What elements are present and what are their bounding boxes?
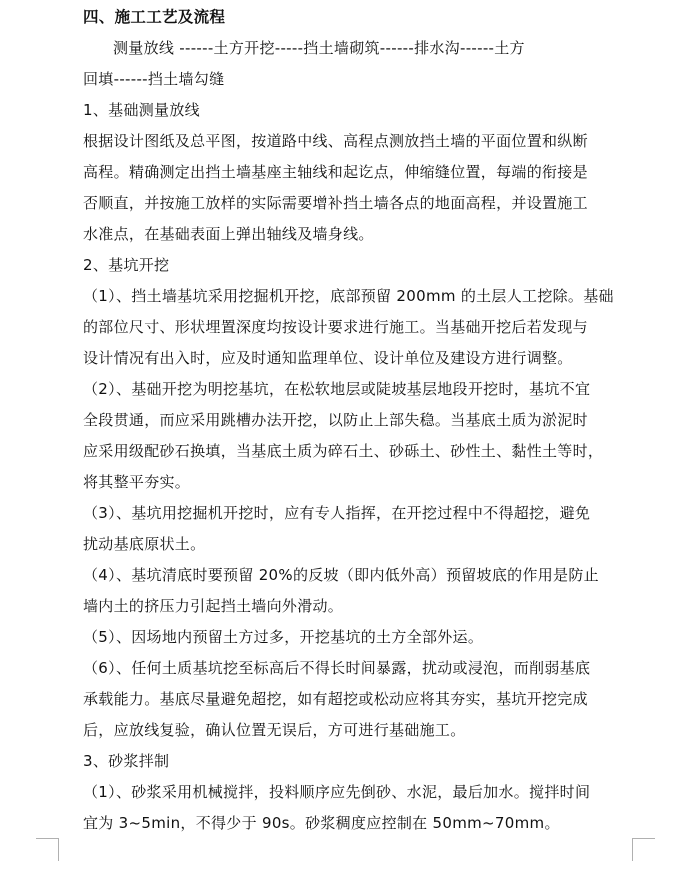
subsection-title: 1、基础测量放线 [83, 101, 200, 119]
paragraph-line: 的部位尺寸、形状埋置深度均按设计要求进行施工。当基础开挖后若发现与 [83, 318, 588, 336]
paragraph-line: （2）、基础开挖为明挖基坑，在松软地层或陡坡基层地段开挖时，基坑不宜 [83, 380, 591, 398]
paragraph-line: 根据设计图纸及总平图，按道路中线、高程点测放挡土墙的平面位置和纵断 [83, 132, 588, 150]
paragraph-line: 全段贯通，而应采用跳槽办法开挖，以防止上部失稳。当基底土质为淤泥时 [83, 411, 588, 429]
page-corner-mark-left [36, 838, 59, 861]
paragraph-line: 否顺直，并按施工放样的实际需要增补挡土墙各点的地面高程，并设置施工 [83, 194, 588, 212]
subsection-title: 2、基坑开挖 [83, 256, 170, 274]
paragraph-line: 水准点，在基础表面上弹出轴线及墙身线。 [83, 225, 374, 243]
paragraph-line: （6）、任何土质基坑挖至标高后不得长时间暴露，扰动或浸泡，而削弱基底 [83, 659, 591, 677]
page-corner-mark-right [632, 838, 655, 861]
paragraph-line: 后，应放线复验，确认位置无误后，方可进行基础施工。 [83, 721, 466, 739]
paragraph-line: （4）、基坑清底时要预留 20%的反坡（即内低外高）预留坡底的作用是防止 [83, 566, 599, 584]
paragraph-line: 承载能力。基底尽量避免超挖，如有超挖或松动应将其夯实，基坑开挖完成 [83, 690, 588, 708]
document-body [83, 2, 643, 839]
process-flow-line: 回填------挡土墙勾缝 [83, 70, 225, 88]
paragraph-line: （3）、基坑用挖掘机开挖时，应有专人指挥，在开挖过程中不得超挖，避免 [83, 504, 591, 522]
process-flow-line: 测量放线 ------土方开挖-----挡土墙砌筑------排水沟------土方 [113, 39, 525, 57]
paragraph-line: （1）、挡土墙基坑采用挖掘机开挖，底部预留 200mm 的土层人工挖除。基础 [83, 287, 614, 305]
paragraph-line: 将其整平夯实。 [83, 473, 191, 491]
paragraph-line: 高程。精确测定出挡土墙基座主轴线和起讫点，伸缩缝位置，每端的衔接是 [83, 163, 588, 181]
paragraph-line: 扰动基底原状土。 [83, 535, 206, 553]
paragraph-line: 宜为 3~5min，不得少于 90s。砂浆稠度应控制在 50mm~70mm。 [83, 814, 560, 832]
paragraph-line: 应采用级配砂石换填，当基底土质为碎石土、砂砾土、砂性土、黏性土等时， [83, 442, 604, 460]
paragraph-line: 墙内土的挤压力引起挡土墙向外滑动。 [83, 597, 344, 615]
paragraph-line: 设计情况有出入时，应及时通知监理单位、设计单位及建设方进行调整。 [83, 349, 573, 367]
paragraph-line: （5）、因场地内预留土方过多，开挖基坑的土方全部外运。 [83, 628, 484, 646]
paragraph-line: （1）、砂浆采用机械搅拌，投料顺序应先倒砂、水泥，最后加水。搅拌时间 [83, 783, 591, 801]
subsection-title: 3、砂浆拌制 [83, 752, 170, 770]
section-heading: 四、施工工艺及流程 [83, 8, 226, 26]
